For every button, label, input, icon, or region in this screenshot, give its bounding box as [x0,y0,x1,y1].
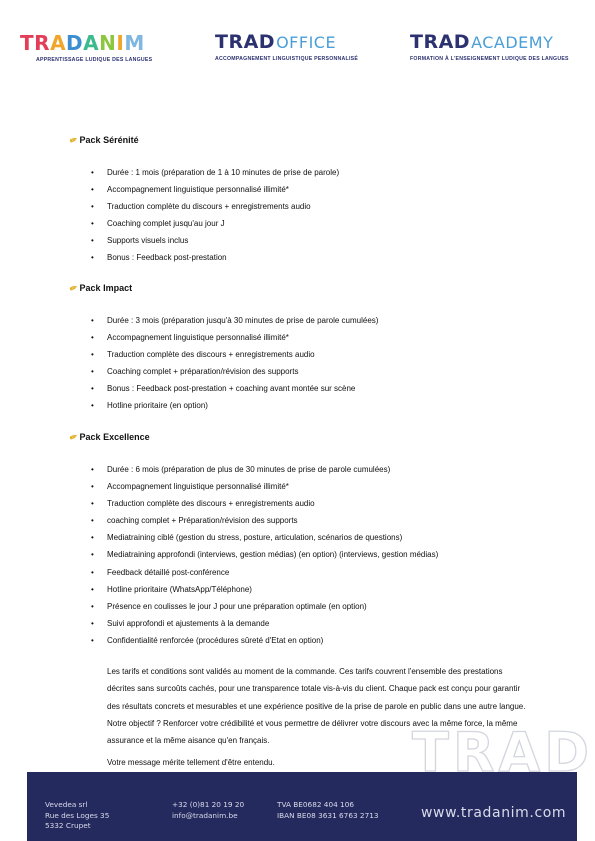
section-title-label: Pack Sérénité [79,135,139,145]
header-brands [0,33,595,73]
section-title-excellence [70,432,150,443]
bullet-icon: • [91,202,94,211]
trad-office-tagline: ACCOMPAGNEMENT LINGUISTIQUE PERSONNALISÉ [215,56,359,62]
tradanim-logo-letter: A [50,31,67,55]
tradanim-logo [20,33,152,53]
trad-office-logo-sub: OFFICE [276,33,337,52]
list-item: Accompagnement linguistique personnalisé illimité* [107,333,289,342]
list-item: Durée : 6 mois (préparation de plus de 30 minutes de prise de parole cumulées) [107,465,391,474]
list-item: Accompagnement linguistique personnalisé illimité* [107,185,289,194]
tradanim-tagline: APPRENTISSAGE LUDIQUE DES LANGUES [36,57,153,63]
bullet-icon: • [91,533,94,542]
website-link[interactable]: www.tradanim.com [421,805,567,821]
bullet-icon: • [91,236,94,245]
trad-academy-tagline: FORMATION À L'ENSEIGNEMENT LUDIQUE DES LANGUES [410,56,569,62]
list-item: Mediatraining ciblé (gestion du stress, posture, articulation, scénarios de questions) [107,533,403,542]
bullet-icon: • [91,636,94,645]
list-item: Traduction complète des discours + enregistrements audio [107,350,315,359]
tradanim-logo-letter: R [34,31,51,55]
trad-academy-logo-sub: ACADEMY [471,33,554,52]
list-item: Coaching complet + préparation/révision des supports [107,367,299,376]
vat-number: TVA BE0682 404 106 [277,800,354,809]
company-name: Vevedea srl [45,800,88,809]
list-item: Hotline prioritaire (en option) [107,401,208,410]
section-title-impact [70,283,132,294]
pencil-icon: ✏ [68,281,80,295]
tradanim-logo-letter: M [124,31,145,55]
list-item: Feedback détaillé post-conférence [107,568,230,577]
bullet-icon: • [91,585,94,594]
list-item: Coaching complet jusqu'au jour J [107,219,225,228]
list-item: Bonus : Feedback post-prestation + coaching avant montée sur scène [107,384,356,393]
bullet-icon: • [91,465,94,474]
bullet-icon: • [91,619,94,628]
bullet-icon: • [91,350,94,359]
brand-trad-office [215,33,358,62]
list-item: Accompagnement linguistique personnalisé illimité* [107,482,289,491]
list-item: Suivi approfondi et ajustements à la demande [107,619,270,628]
list-item: Bonus : Feedback post-prestation [107,253,227,262]
list-item: Hotline prioritaire (WhatsApp/Téléphone) [107,585,252,594]
pencil-icon: ✏ [68,133,80,147]
bullet-icon: • [91,482,94,491]
tradanim-logo-letter: T [20,31,35,55]
list-item: Traduction complète des discours + enregistrements audio [107,499,315,508]
bullet-icon: • [91,219,94,228]
postal-city: 5332 Crupet [45,821,91,830]
footer-legal [277,800,379,821]
trad-office-logo-main: TRAD [215,31,276,53]
bullet-icon: • [91,516,94,525]
tradanim-logo-letter: A [83,31,100,55]
email-link[interactable]: info@tradanim.be [172,810,238,820]
trad-academy-logo-main: TRAD [410,31,471,53]
footer-address [45,800,109,832]
section-title-label: Pack Excellence [79,432,150,442]
bullet-icon: • [91,602,94,611]
list-item: Supports visuels inclus [107,236,189,245]
list-item: Confidentialité renforcée (procédures sûreté d'Etat en option) [107,636,324,645]
bullet-icon: • [91,401,94,410]
trad-watermark: TRAD [412,721,594,784]
brand-trad-academy [410,33,569,62]
bullet-icon: • [91,333,94,342]
list-item: Présence en coulisses le jour J pour une préparation optimale (en option) [107,602,367,611]
bullet-icon: • [91,384,94,393]
iban-number: IBAN BE08 3631 6763 2713 [277,810,379,820]
trad-academy-logo [410,33,569,52]
bullet-icon: • [91,550,94,559]
tradanim-logo-letter: I [116,31,125,55]
list-item: Mediatraining approfondi (interviews, gestion médias) (en option) (interviews, gestion médias) [107,550,439,559]
trad-office-logo [215,33,358,52]
list-item: Traduction complète du discours + enregistrements audio [107,202,311,211]
street-address: Rue des Loges 35 [45,810,110,820]
bullet-icon: • [91,316,94,325]
bullet-icon: • [91,499,94,508]
brand-tradanim [20,33,152,63]
section-title-label: Pack Impact [79,283,133,293]
closing-paragraph: Les tarifs et conditions sont validés au moment de la commande. Ces tarifs couvrent l'ensemble des prestations décrites sans surcoûts cachés, pour une transparence totale vis-à-vis du client. Chaque pack est conçu pour garantir des résultats concrets et mesurables et une expérience positive de la prise de parole en public dans une autre langue. Notre objectif ? Renforcer votre crédibilité et vous permettre de délivrer votre discours avec la même force, la même assurance et la même aisance qu'en français. [107,667,526,746]
tradanim-logo-letter: D [66,31,84,55]
footer-contact [172,800,244,821]
bullet-icon: • [91,253,94,262]
bullet-icon: • [91,568,94,577]
list-item: coaching complet + Préparation/révision des supports [107,516,298,525]
list-item: Durée : 1 mois (préparation de 1 à 10 minutes de prise de parole) [107,168,340,177]
section-title-serenite [70,135,139,146]
bullet-icon: • [91,168,94,177]
list-item: Durée : 3 mois (préparation jusqu'à 30 minutes de prise de parole cumulées) [107,316,379,325]
bullet-icon: • [91,185,94,194]
pencil-icon: ✏ [68,430,80,444]
phone-number[interactable]: +32 (0)81 20 19 20 [172,800,245,809]
tradanim-logo-letter: N [99,31,117,55]
bullet-icon: • [91,367,94,376]
signoff-line: Votre message mérite tellement d'être entendu. [107,758,275,767]
